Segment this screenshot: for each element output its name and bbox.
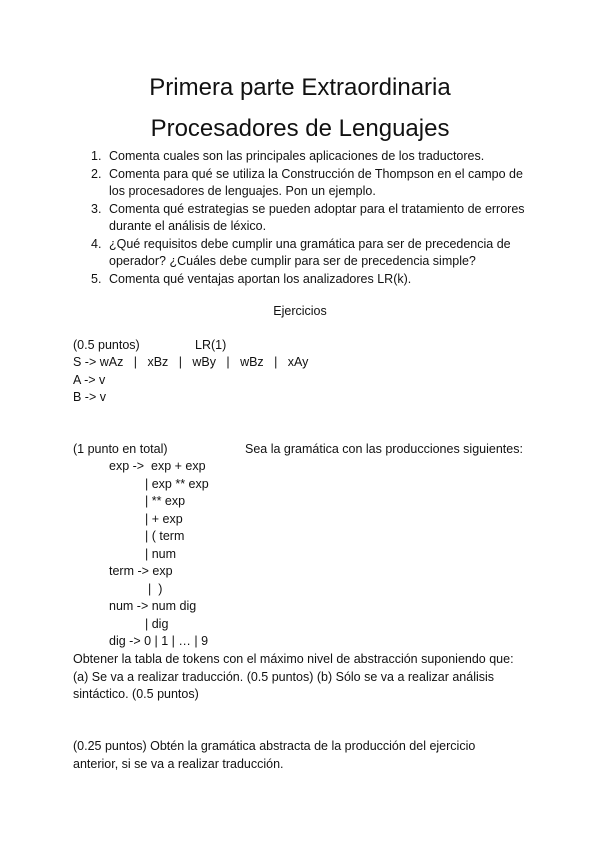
grammar-line: | ) [148,582,163,596]
grammar-line: dig -> 0 | 1 | … | 9 [109,634,209,648]
question-number: 2. [91,166,102,181]
grammar-line: term -> exp [109,564,173,578]
exercise1-type: LR(1) [195,338,227,352]
exercise2-statement: Obtener la tabla de tokens con el máximo nivel de abstracción suponiendo que: (a) Se va a realizar traducción. (0.5 puntos) (b) Sólo se va a realizar análisis sintáctico. (0.5 puntos) [73,652,514,701]
question-text: ¿Qué requisitos debe cumplir una gramática para ser de precedencia de operador? ¿Cuáles debe cumplir para ser de precedencia simple? [109,236,511,268]
grammar-line: num -> num dig [109,599,197,613]
exercise3-statement: (0.25 puntos) Obtén la gramática abstracta de la producción del ejercicio anterior, si se va a realizar traducción. [73,739,476,771]
exercise2-points: (1 punto en total) [73,442,168,456]
page-title: Primera parte Extraordinaria [149,74,451,101]
question-item [85,271,525,289]
question-number: 4. [91,236,102,251]
grammar-line: | + exp [145,512,183,526]
question-item [85,201,525,236]
question-number: 1. [91,149,102,163]
exercise1-points: (0.5 puntos) [73,338,140,352]
grammar-line: | ** exp [145,494,186,508]
question-text: Comenta qué ventajas aportan los analizadores LR(k). [109,271,412,286]
exercise1-rule: A -> v [73,373,106,387]
question-item [85,148,525,166]
exercise1-rule: S -> wAz | xBz | wBy | wBz | xAy [73,355,309,369]
question-text: Comenta para qué se utiliza la Construcción de Thompson en el campo de los procesadores de lenguajes. Pon un ejemplo. [109,166,523,198]
exercises-heading: Ejercicios [273,304,327,318]
question-number: 5. [91,271,102,286]
grammar-line: | ( term [145,529,185,543]
question-text: Comenta qué estrategias se pueden adoptar para el tratamiento de errores durante el análisis de léxico. [109,201,525,233]
theory-questions-list [85,148,525,288]
grammar-line: exp -> exp + exp [109,459,206,473]
question-item [85,166,525,201]
exercise1-rule: B -> v [73,390,106,404]
grammar-line: | dig [145,617,169,631]
exercise2-intro: Sea la gramática con las producciones siguientes: [245,442,523,456]
question-number: 3. [91,201,102,216]
grammar-line: | exp ** exp [145,477,209,491]
question-item [85,236,525,271]
question-text: Comenta cuales son las principales aplicaciones de los traductores. [109,149,485,163]
grammar-line: | num [145,547,177,561]
page-subtitle: Procesadores de Lenguajes [150,115,450,142]
